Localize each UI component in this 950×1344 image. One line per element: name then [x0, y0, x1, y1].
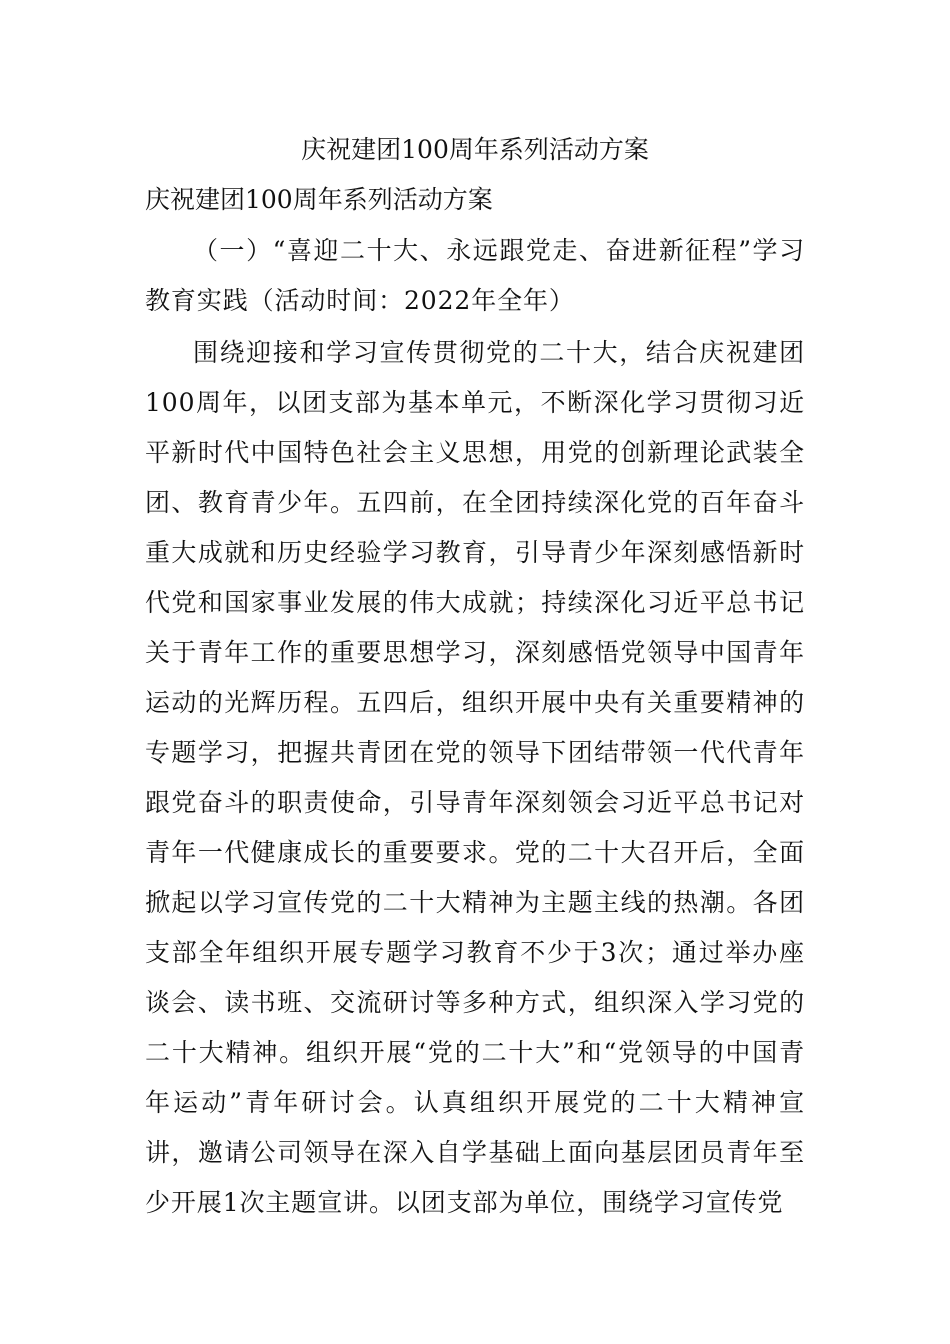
- document-subtitle: 庆祝建团100周年系列活动方案: [145, 185, 493, 214]
- section-heading: （一）“喜迎二十大、永远跟党走、奋进新征程”学习教育实践（活动时间：2022年全年）: [145, 236, 805, 315]
- document-title: 庆祝建团100周年系列活动方案: [301, 135, 649, 164]
- body-paragraph: 围绕迎接和学习宣传贯彻党的二十大，结合庆祝建团100周年，以团支部为基本单元，不断深化学习贯彻习近平新时代中国特色社会主义思想，用党的创新理论武装全团、教育青少年。五四前，在全团持续深化党的百年奋斗重大成就和历史经验学习教育，引导青少年深刻感悟新时代党和国家事业发展的伟大成就；持续深化习近平总书记关于青年工作的重要思想学习，深刻感悟党领导中国青年运动的光辉历程。五四后，组织开展中央有关重要精神的专题学习，把握共青团在党的领导下团结带领一代代青年跟党奋斗的职责使命，引导青年深刻领会习近平总书记对青年一代健康成长的重要要求。党的二十大召开后，全面掀起以学习宣传党的二十大精神为主题主线的热潮。各团支部全年组织开展专题学习教育不少于3次；通过举办座谈会、读书班、交流研讨等多种方式，组织深入学习党的二十大精神。组织开展“党的二十大”和“党领导的中国青年运动”青年研讨会。认真组织开展党的二十大精神宣讲，邀请公司领导在深入自学基础上面向基层团员青年至少开展1次主题宣讲。以团支部为单位，围绕学习宣传党: [145, 338, 805, 1217]
